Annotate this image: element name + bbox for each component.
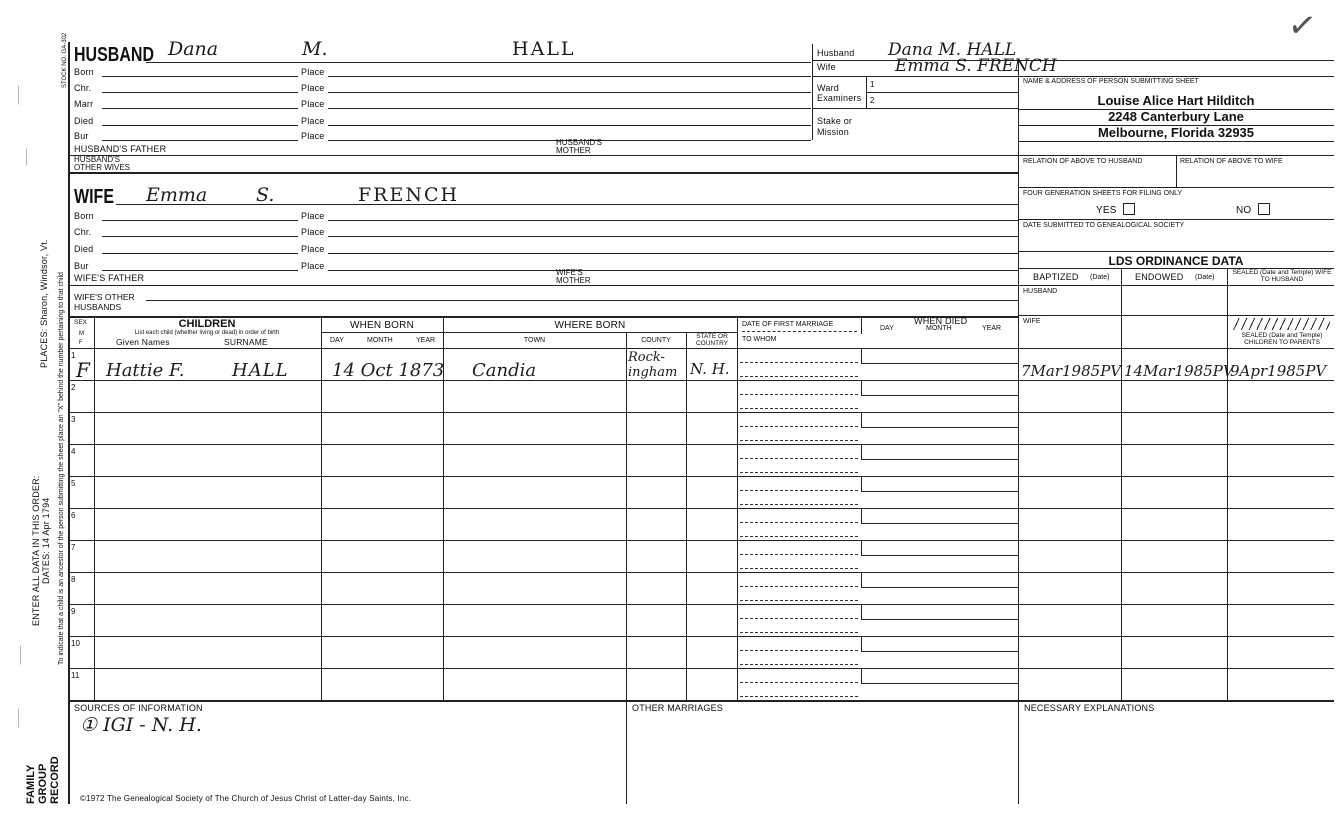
title-family: FAMILY — [25, 764, 37, 804]
punch-hole-mark — [20, 645, 24, 665]
to-whom-line — [740, 376, 858, 377]
where-born-header: WHERE BORN — [554, 320, 626, 331]
born-month-header: MONTH — [367, 337, 393, 344]
child-row-line — [68, 540, 1334, 541]
when-died-header: WHEN DIED — [914, 316, 968, 326]
lds-wife-row-label: WIFE — [1023, 318, 1041, 325]
wife-died-place-label: Place — [301, 244, 325, 254]
died-date-box — [861, 380, 1018, 396]
wife-died-label: Died — [74, 244, 94, 254]
submitter-label: NAME & ADDRESS OF PERSON SUBMITTING SHEET — [1023, 78, 1199, 85]
child-row-number: 2 — [71, 383, 76, 392]
top-wife-label: Wife — [817, 62, 836, 72]
relation-wife-label: RELATION OF ABOVE TO WIFE — [1180, 158, 1283, 165]
husband-surname: HALL — [512, 38, 576, 60]
died-date-box — [861, 348, 1018, 364]
died-date-box — [861, 668, 1018, 684]
died-date-box — [861, 508, 1018, 524]
lds-husband-row-label: HUSBAND — [1023, 288, 1058, 295]
child-row-number: 4 — [71, 447, 76, 456]
wife-given-name: Emma — [146, 184, 208, 206]
husband-given-name: Dana — [168, 38, 219, 60]
no-label: NO — [1236, 205, 1252, 216]
marriage-date-line — [740, 650, 858, 651]
relation-husband-label: RELATION OF ABOVE TO HUSBAND — [1023, 158, 1143, 165]
child1-surname: HALL — [232, 360, 289, 381]
submitter-name: Louise Alice Hart Hilditch — [1097, 93, 1255, 108]
child1-sealed: 9Apr1985PV — [1230, 362, 1327, 380]
marriage-date-line — [740, 618, 858, 619]
wife-surname: FRENCH — [358, 184, 460, 206]
to-whom-line — [740, 600, 858, 601]
lds-title: LDS ORDINANCE DATA — [1108, 254, 1244, 268]
child-row-number: 9 — [71, 607, 76, 616]
to-whom-line — [740, 472, 858, 473]
title-group: GROUP — [37, 763, 49, 804]
marriage-date-line — [740, 394, 858, 395]
wife-born-label: Born — [74, 211, 94, 221]
child-row-line — [68, 668, 1334, 669]
died-date-box — [861, 476, 1018, 492]
endowed-date-label: (Date) — [1195, 274, 1215, 281]
died-day-header: DAY — [880, 325, 894, 332]
wifes-father-label: WIFE'S FATHER — [74, 273, 145, 283]
wife-chr-label: Chr. — [74, 227, 92, 237]
punch-hole-mark — [18, 85, 22, 105]
child-row-line — [68, 444, 1334, 445]
sources-label: SOURCES OF INFORMATION — [74, 703, 203, 713]
sealed-children-label: SEALED (Date and Temple) CHILDREN TO PARENTS — [1241, 332, 1323, 346]
husband-marr-place-label: Place — [301, 99, 325, 109]
wife-bur-place-label: Place — [301, 261, 325, 271]
child-row-number: 7 — [71, 543, 76, 552]
child-row-line — [68, 572, 1334, 573]
child-row-number: 6 — [71, 511, 76, 520]
wifes-mother-label: WIFE'S MOTHER — [556, 268, 591, 285]
husband-died-place-label: Place — [301, 116, 325, 126]
wife-born-place-label: Place — [301, 211, 325, 221]
county-header: COUNTY — [641, 337, 671, 344]
husband-heading: HUSBAND — [74, 44, 154, 66]
child-row-line — [68, 412, 1334, 413]
dates-example: DATES: 14 Apr 1794 — [41, 497, 51, 584]
date-submitted-label: DATE SUBMITTED TO GENEALOGICAL SOCIETY — [1023, 222, 1185, 229]
submitter-street: 2248 Canterbury Lane — [1108, 109, 1244, 124]
baptized-date-label: (Date) — [1090, 274, 1110, 281]
to-whom-line — [740, 440, 858, 441]
no-checkbox[interactable] — [1258, 203, 1270, 215]
wife-chr-place-label: Place — [301, 227, 325, 237]
examiner-2: 2 — [870, 96, 875, 105]
stake-mission-label: Stake or Mission — [817, 116, 853, 137]
marriage-date-line — [740, 458, 858, 459]
died-date-box — [861, 572, 1018, 588]
husband-born-place-label: Place — [301, 67, 325, 77]
top-wife-value: Emma S. FRENCH — [895, 56, 1057, 76]
punch-hole-mark — [18, 708, 22, 728]
husband-marr-label: Marr — [74, 99, 94, 109]
yes-label: YES — [1096, 205, 1117, 216]
child1-sex: F — [76, 358, 90, 382]
child-row-number: 11 — [71, 671, 80, 680]
to-whom-line — [740, 632, 858, 633]
husband-born-label: Born — [74, 67, 94, 77]
given-names-header: Given Names — [116, 337, 170, 347]
examiners-label: Examiners — [817, 93, 862, 103]
husband-bur-label: Bur — [74, 131, 89, 141]
husbands-other-wives-label: HUSBAND'S OTHER WIVES — [74, 155, 131, 172]
child1-state: N. H. — [690, 360, 730, 378]
child1-given: Hattie F. — [106, 360, 185, 381]
child-row-number: 8 — [71, 575, 76, 584]
copyright: ©1972 The Genealogical Society of The Church of Jesus Christ of Latter-day Saints, Inc. — [80, 794, 412, 803]
child1-endowed: 14Mar1985PV — [1124, 362, 1234, 380]
wifes-other-husbands-label: WIFE'S OTHER HUSBANDS — [74, 292, 135, 312]
sex-header: SEX — [74, 319, 88, 326]
child1-born: 14 Oct 1873 — [332, 360, 445, 381]
first-marriage-header: DATE OF FIRST MARRIAGE — [742, 321, 834, 328]
ward-label: Ward — [817, 83, 839, 93]
sealed-wife-label: SEALED (Date and Temple) WIFE TO HUSBAND — [1232, 269, 1332, 283]
wife-heading: WIFE — [74, 186, 114, 208]
endowed-label: ENDOWED — [1135, 272, 1184, 282]
examiner-1: 1 — [870, 80, 875, 89]
children-header: CHILDREN — [178, 318, 236, 330]
marriage-date-line — [740, 522, 858, 523]
to-whom-line — [740, 664, 858, 665]
top-husband-label: Husband — [817, 48, 855, 58]
surname-header: SURNAME — [224, 337, 268, 347]
sources-value: ① IGI - N. H. — [80, 714, 202, 736]
born-day-header: DAY — [330, 337, 344, 344]
child-row-number: 1 — [71, 351, 76, 360]
ancestor-instruction: To indicate that a child is an ancestor of the person submitting the sheet place an "X" behind the number pertaining to that child — [58, 272, 65, 665]
marriage-date-line — [740, 490, 858, 491]
to-whom-line — [740, 568, 858, 569]
title-record: RECORD — [49, 756, 61, 804]
child1-county: Rock-ingham — [628, 350, 678, 380]
state-header: STATE OR COUNTRY — [695, 333, 729, 347]
died-date-box — [861, 540, 1018, 556]
marriage-date-line — [740, 682, 858, 683]
to-whom-header: TO WHOM — [742, 336, 777, 343]
child-row-line — [68, 508, 1334, 509]
died-date-box — [861, 444, 1018, 460]
children-instruction: List each child (whether living or dead) in order of birth — [134, 330, 280, 336]
died-date-box — [861, 412, 1018, 428]
baptized-label: BAPTIZED — [1033, 272, 1079, 282]
child-row-line — [68, 604, 1334, 605]
sex-f: F — [79, 340, 83, 346]
child-row-number: 3 — [71, 415, 76, 424]
when-born-header: WHEN BORN — [349, 320, 415, 331]
places-example: PLACES: Sharon, Windsor, Vt. — [39, 239, 49, 368]
to-whom-line — [740, 504, 858, 505]
to-whom-line — [740, 536, 858, 537]
necessary-explanations-label: NECESSARY EXPLANATIONS — [1024, 703, 1155, 713]
husbands-father-label: HUSBAND'S FATHER — [74, 144, 167, 154]
marriage-date-line — [740, 586, 858, 587]
child1-town: Candia — [472, 360, 537, 381]
died-date-box — [861, 636, 1018, 652]
died-date-box — [861, 604, 1018, 620]
yes-checkbox[interactable] — [1123, 203, 1135, 215]
to-whom-line — [740, 408, 858, 409]
wife-middle-initial: S. — [256, 184, 275, 206]
marriage-date-line — [740, 554, 858, 555]
submitter-city: Melbourne, Florida 32935 — [1097, 125, 1255, 140]
to-whom-line — [740, 696, 858, 697]
four-generation-label: FOUR GENERATION SHEETS FOR FILING ONLY — [1023, 190, 1183, 197]
wife-bur-label: Bur — [74, 261, 89, 271]
sex-m: M — [79, 331, 84, 337]
husband-chr-place-label: Place — [301, 83, 325, 93]
town-header: TOWN — [523, 337, 546, 344]
died-year-header: YEAR — [982, 325, 1002, 332]
punch-hole-mark — [26, 148, 30, 166]
husband-middle-initial: M. — [302, 38, 328, 60]
child-row-line — [68, 636, 1334, 637]
marriage-date-line — [740, 426, 858, 427]
child-row-line — [68, 476, 1334, 477]
born-year-header: YEAR — [416, 337, 436, 344]
husband-bur-place-label: Place — [301, 131, 325, 141]
child-row-number: 10 — [71, 639, 80, 648]
child1-baptized: 7Mar1985PV — [1021, 362, 1122, 380]
stock-number: STOCK NO. GA-302 — [62, 32, 68, 88]
husbands-mother-label: HUSBAND'S MOTHER — [556, 138, 602, 155]
check-mark-icon: ✓ — [1285, 4, 1320, 48]
died-month-header: MONTH — [926, 325, 952, 332]
hatched-area — [1232, 318, 1330, 330]
child-row-number: 5 — [71, 479, 76, 488]
husband-died-label: Died — [74, 116, 94, 126]
marriage-date-line — [740, 362, 858, 363]
top-husband-value: Dana M. HALL — [888, 40, 1017, 60]
other-marriages-label: OTHER MARRIAGES — [632, 703, 724, 713]
husband-chr-label: Chr. — [74, 83, 92, 93]
enter-order: ENTER ALL DATA IN THIS ORDER: — [31, 475, 41, 626]
